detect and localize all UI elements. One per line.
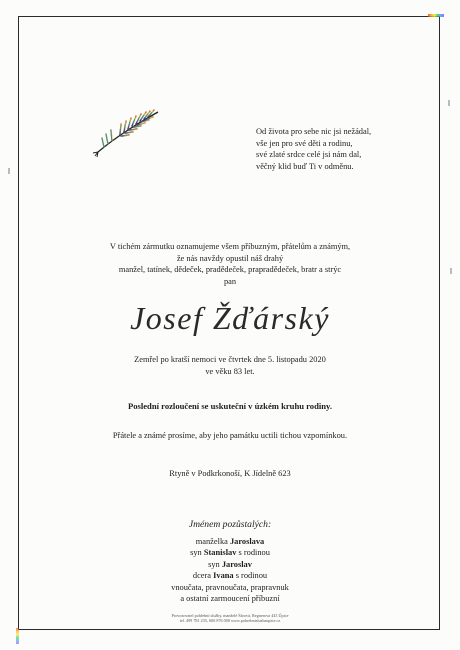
announcement-line: manžel, tatínek, dědeček, pradědeček, prapradědeček, bratr a strýc: [118, 265, 342, 275]
announcement-line: že nás navždy opustil náš drahý: [176, 253, 284, 263]
announcement-text: [0, 241, 460, 287]
imprint-line: tel. 499 781 235, 606 876 000 www.pohrebnisluzbaupice.cz: [179, 618, 281, 624]
mourner-suffix: s rodinou: [236, 548, 270, 558]
imprint-line: Provozovatel pohřební služby, manželé Šárová, Regnerova 443 Úpice: [171, 613, 289, 618]
mourner-line: [0, 570, 460, 581]
corner-ornament-top-right: [428, 14, 444, 17]
deceased-name: Josef Žďárský: [130, 300, 330, 336]
farewell-notice: Poslední rozloučení se uskuteční v úzkém kruhu rodiny.: [127, 401, 333, 411]
mourner-suffix: s rodinou: [233, 571, 268, 581]
mourners-heading: Jménem pozůstalých:: [188, 519, 272, 530]
feather-icon: [88, 98, 162, 162]
mourner-relation: a ostatní zarmoucení příbuzní: [180, 594, 280, 604]
mourner-name: Jaroslava: [229, 537, 265, 546]
mourner-name: Jaroslav: [221, 559, 252, 569]
mourner-line: [0, 547, 460, 558]
mourner-line: [0, 593, 460, 604]
mourner-name: Ivana: [213, 571, 234, 581]
mourners-list: [0, 536, 460, 604]
death-line: ve věku 83 let.: [205, 366, 255, 376]
memorial-poem: [256, 126, 371, 172]
mourner-line: [0, 559, 460, 570]
announcement-line: pan: [223, 276, 237, 286]
remembrance-request: Přátele a známé prosíme, aby jeho památku uctili tichou vzpomínkou.: [112, 431, 348, 440]
funeral-service-imprint: [0, 613, 460, 623]
announcement-line: V tichém zármutku oznamujeme všem příbuzným, přátelům a známým,: [109, 242, 351, 251]
poem-line: Od života pro sebe nic jsi nežádal,: [256, 127, 372, 136]
scan-mark: [8, 168, 10, 174]
mourner-line: [0, 536, 460, 547]
poem-line: vše jen pro své děti a rodinu,: [256, 138, 353, 148]
mourner-relation: syn: [190, 548, 204, 558]
death-notice: [0, 354, 460, 377]
mourner-line: [0, 582, 460, 593]
residence-address: Rtyně v Podkrkonoší, K Jídelně 623: [169, 469, 291, 478]
mourner-name: Stanislav: [203, 548, 237, 558]
poem-line: své zlaté srdce celé jsi nám dal,: [256, 150, 362, 160]
mourner-relation: vnoučata, pravnoučata, prapravnuk: [171, 582, 289, 592]
poem-line: věčný klid buď Ti v odměnu.: [256, 161, 354, 171]
mourner-relation: manželka: [195, 537, 230, 546]
corner-ornament-bottom-left: [16, 628, 19, 644]
mourner-relation: dcera: [192, 571, 214, 581]
scan-mark: [448, 100, 450, 106]
mourner-relation: syn: [208, 559, 222, 569]
death-line: Zemřel po kratší nemoci ve čtvrtek dne 5. listopadu 2020: [134, 355, 326, 364]
